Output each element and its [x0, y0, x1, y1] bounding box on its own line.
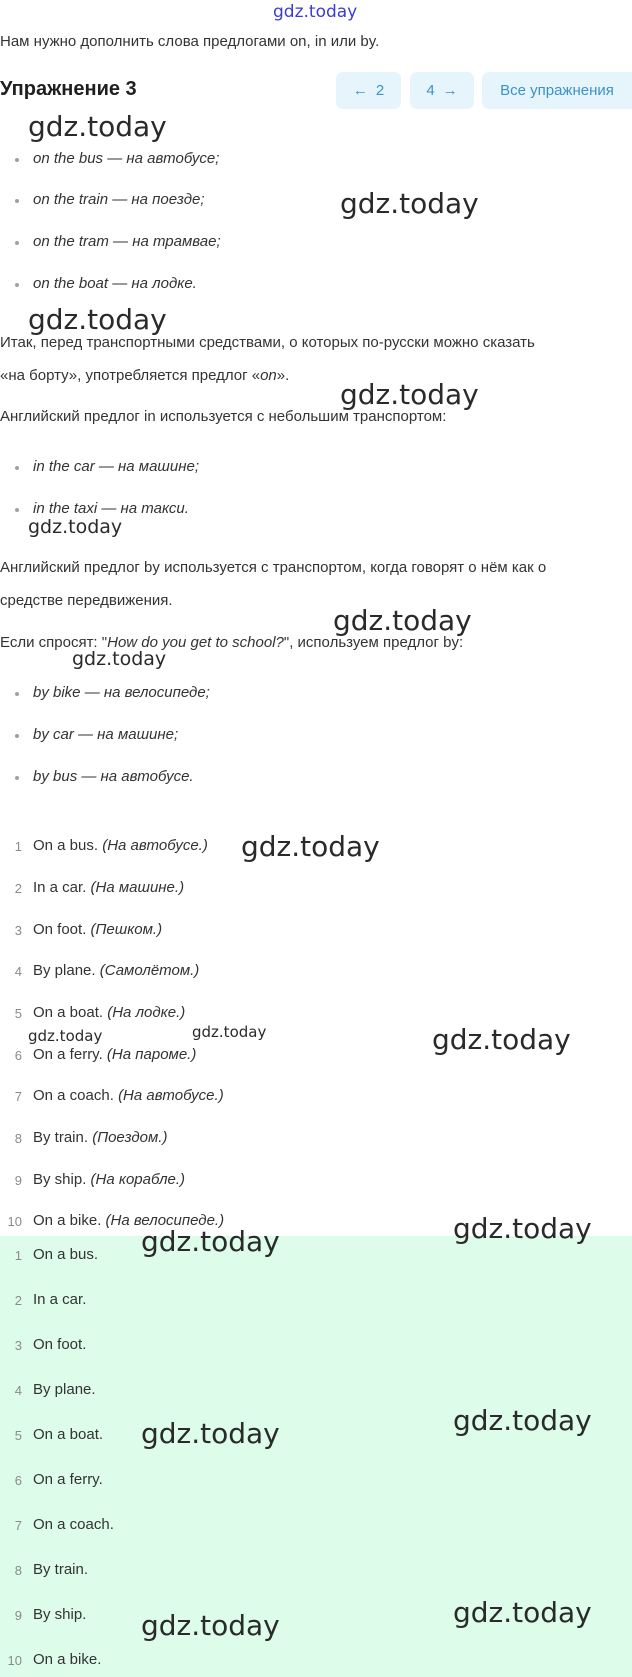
paragraph-by-2: средстве передвижения.	[0, 592, 173, 609]
arrow-right-icon: →	[442, 82, 458, 99]
watermark: gdz.today	[28, 303, 167, 336]
watermark: gdz.today	[241, 830, 380, 863]
paragraph-on-1: Итак, перед транспортными средствами, о которых по-русски можно сказать	[0, 334, 535, 351]
watermark: gdz.today	[453, 1596, 592, 1629]
prev-exercise-label: 2	[375, 82, 385, 99]
bullet-icon	[15, 776, 19, 780]
bullet-icon	[15, 508, 19, 512]
all-exercises-button[interactable]	[482, 72, 632, 109]
arrow-left-icon: ←	[352, 82, 368, 99]
site-logo[interactable]: gdz.today	[273, 2, 358, 22]
watermark: gdz.today	[28, 516, 123, 538]
watermark: gdz.today	[28, 1027, 103, 1045]
prev-exercise-button[interactable]	[336, 72, 401, 109]
watermark: gdz.today	[141, 1609, 280, 1642]
paragraph-by-1: Английский предлог by используется с транспортом, когда говорят о нём как о	[0, 559, 547, 576]
bullet-icon	[15, 199, 19, 203]
intro-text: Нам нужно дополнить слова предлогами on, in или by.	[0, 33, 380, 50]
bullet-icon	[15, 734, 19, 738]
watermark: gdz.today	[141, 1225, 280, 1258]
next-exercise-button[interactable]	[410, 72, 474, 109]
paragraph-on-2: «на борту», употребляется предлог «on».	[0, 367, 290, 384]
watermark: gdz.today	[141, 1417, 280, 1450]
watermark: gdz.today	[333, 604, 472, 637]
bullet-icon	[15, 692, 19, 696]
page-title: Упражнение 3	[0, 78, 137, 100]
paragraph-school: Если спросят: "How do you get to school?", используем предлог by:	[0, 634, 464, 651]
all-exercises-label: Все упражнения	[500, 82, 614, 99]
watermark: gdz.today	[192, 1023, 267, 1041]
watermark: gdz.today	[72, 648, 167, 670]
watermark: gdz.today	[340, 378, 479, 411]
watermark: gdz.today	[28, 110, 167, 143]
bullet-icon	[15, 158, 19, 162]
bullet-icon	[15, 283, 19, 287]
watermark: gdz.today	[340, 187, 479, 220]
watermark: gdz.today	[453, 1404, 592, 1437]
next-exercise-label: 4	[426, 82, 435, 99]
paragraph-in: Английский предлог in используется с небольшим транспортом:	[0, 408, 447, 425]
bullet-icon	[15, 466, 19, 470]
answer-block: 1 On a bus. 2 In a car. 3 On foot. 4 By plane. 5 On a boat. 6 On a ferry. 7 On a coach. 8 By train. 9 By ship. 10 On a bike.	[0, 1236, 632, 1677]
watermark: gdz.today	[453, 1212, 592, 1245]
watermark: gdz.today	[432, 1023, 571, 1056]
bullet-icon	[15, 241, 19, 245]
